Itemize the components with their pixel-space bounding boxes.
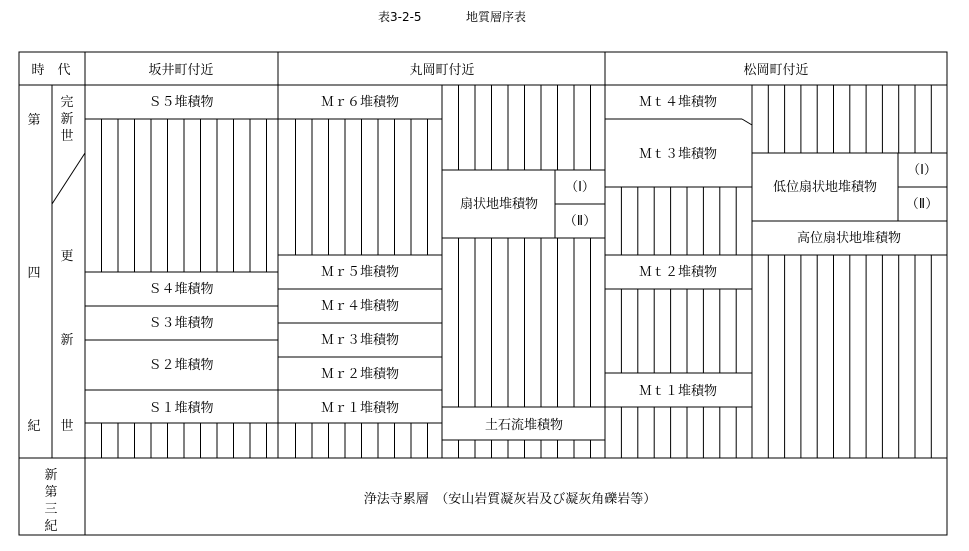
header-maruoka: 丸岡町付近	[409, 63, 475, 78]
unit-s1: Ｓ１堆積物	[148, 401, 214, 416]
holocene-char-3: 世	[60, 129, 74, 144]
mt4-tick	[742, 119, 752, 125]
pleistocene-char-3: 世	[60, 419, 74, 434]
pleistocene-char-2: 新	[60, 333, 74, 348]
unit-mr2: Ｍｒ２堆積物	[320, 367, 400, 382]
unit-mt3: Ｍｔ３堆積物	[638, 147, 718, 162]
unit-mr6: Ｍｒ６堆積物	[320, 95, 400, 110]
unit-s3: Ｓ３堆積物	[148, 316, 214, 331]
neogene-char-4: 紀	[44, 519, 58, 534]
header-sakai: 坂井町付近	[148, 63, 214, 78]
unit-mt4: Ｍｔ４堆積物	[638, 95, 718, 110]
unit-mr4: Ｍｒ４堆積物	[320, 299, 400, 314]
header-matsuoka: 松岡町付近	[743, 63, 809, 78]
pleistocene-char-1: 更	[60, 249, 74, 264]
unit-debris: 土石流堆積物	[484, 418, 564, 433]
neogene-char-1: 新	[44, 468, 58, 483]
unit-low-fan-1: （Ⅰ）	[907, 163, 937, 178]
unit-fan-2: （Ⅱ）	[563, 214, 597, 229]
quaternary-char-3: 紀	[27, 419, 41, 434]
basement-formation: 浄法寺累層 （安山岩質凝灰岩及び凝灰角礫岩等）	[363, 492, 657, 507]
table-number: 表3-2-5	[378, 10, 422, 24]
table-title: 地質層序表	[466, 10, 527, 24]
epoch-boundary	[52, 153, 85, 204]
neogene-char-2: 第	[44, 485, 58, 500]
unit-mr5: Ｍｒ５堆積物	[320, 265, 400, 280]
unit-fan: 扇状地堆積物	[459, 197, 539, 212]
unit-s5: Ｓ５堆積物	[148, 95, 214, 110]
unit-s2: Ｓ２堆積物	[148, 358, 214, 373]
unit-low-fan-2: （Ⅱ）	[905, 197, 939, 212]
unit-mr1: Ｍｒ１堆積物	[320, 401, 400, 416]
unit-high-fan: 高位扇状地堆積物	[796, 231, 902, 246]
unit-low-fan: 低位扇状地堆積物	[772, 180, 878, 195]
unit-mr3: Ｍｒ３堆積物	[320, 333, 400, 348]
unit-mt2: Ｍｔ２堆積物	[638, 265, 718, 280]
neogene-char-3: 三	[44, 502, 58, 517]
unit-fan-1: （Ⅰ）	[565, 180, 595, 195]
unit-mt1: Ｍｔ１堆積物	[638, 384, 718, 399]
holocene-char-1: 完	[60, 95, 74, 110]
header-era: 時 代	[31, 63, 71, 78]
holocene-char-2: 新	[60, 112, 74, 127]
quaternary-char-2: 四	[27, 266, 41, 281]
unit-s4: Ｓ４堆積物	[148, 282, 214, 297]
quaternary-char-1: 第	[27, 113, 41, 128]
